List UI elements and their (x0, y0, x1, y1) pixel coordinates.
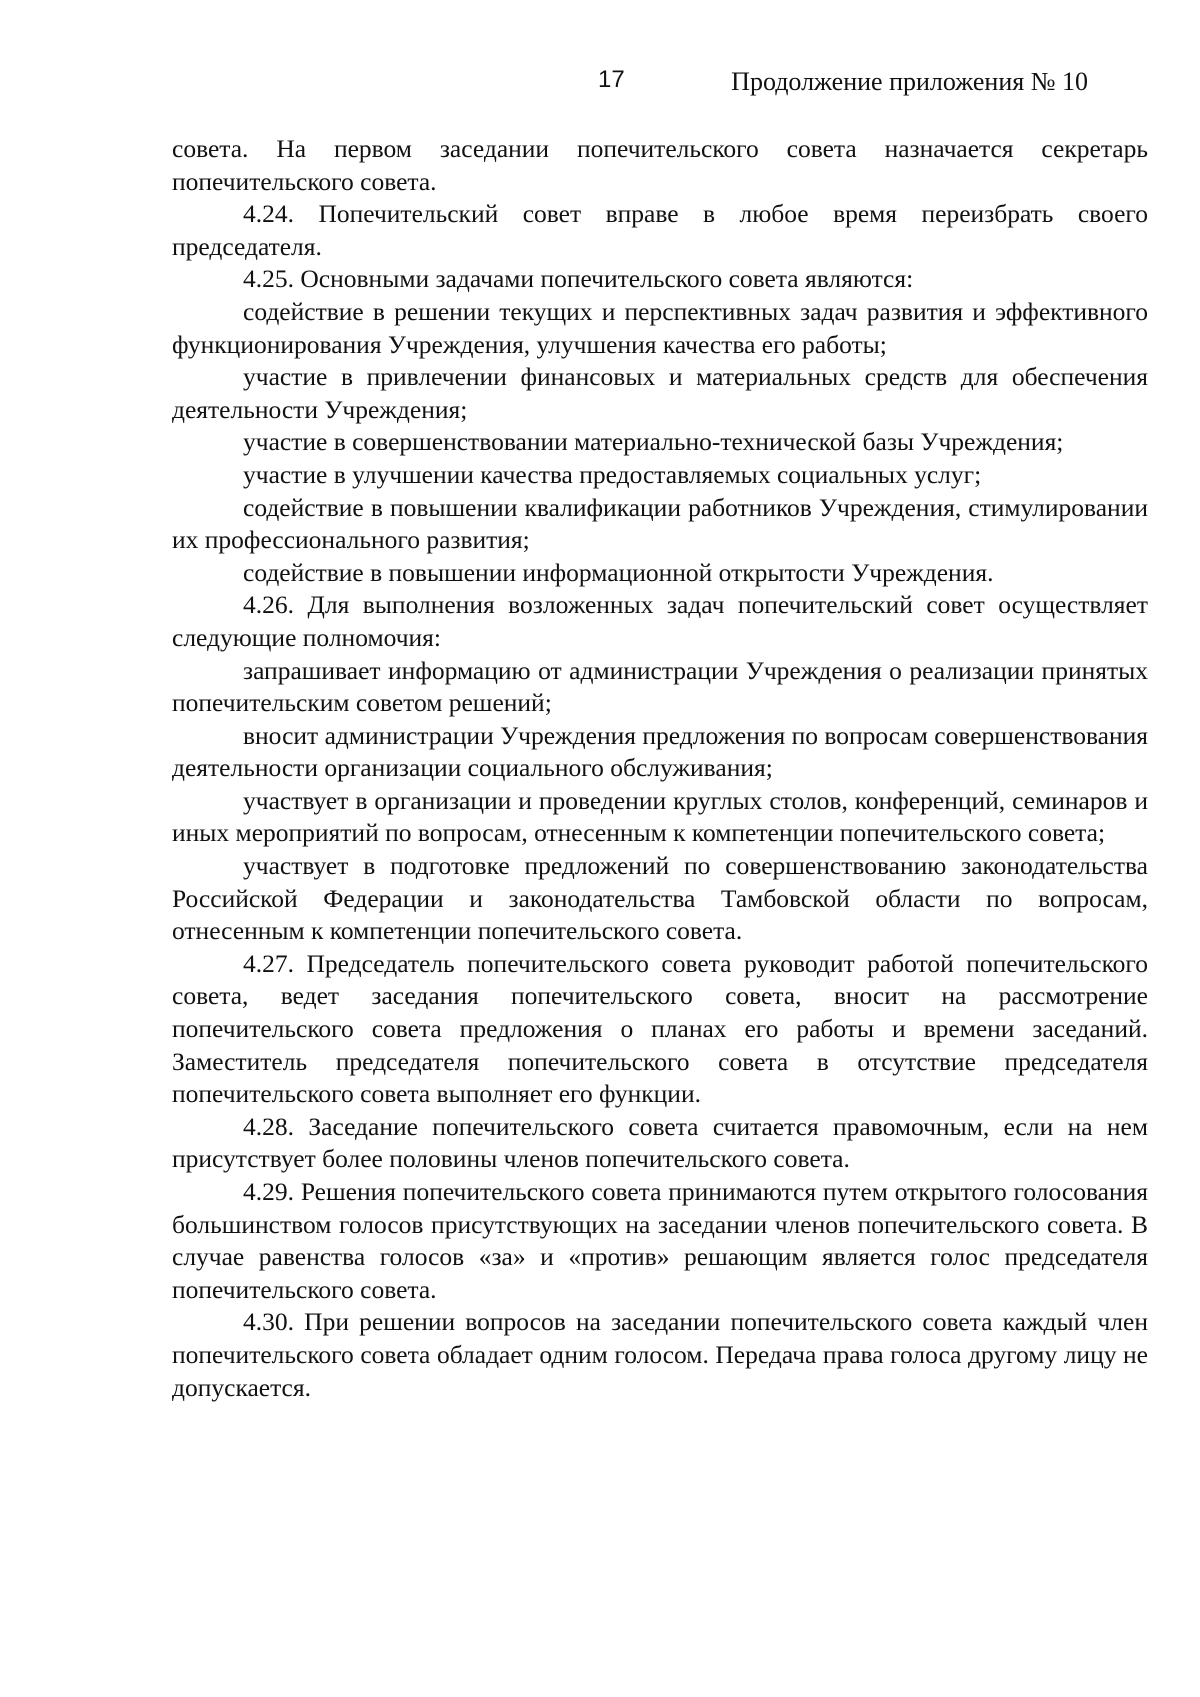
page-number: 17 (598, 66, 625, 93)
paragraph-4-24: 4.24. Попечительский совет вправе в любое время переизбрать своего председателя. (172, 199, 1148, 261)
paragraph-4-28: 4.28. Заседание попечительского совета считается правомочным, если на нем присутствует более половины членов попечительского совета. (172, 1111, 1148, 1174)
list-item-power-4: участвует в подготовке предложений по совершенствованию законодательства Российской Федерации и законодательства Тамбовской области по вопросам, отнесенным к компетенции попечительского совета. (172, 851, 1148, 946)
list-item-task-3: участие в совершенствовании материально-технической базы Учреждения; (243, 427, 1064, 457)
paragraph-4-25: 4.25. Основными задачами попечительского совета являются: (243, 264, 914, 294)
list-item-power-3: участвует в организации и проведении круглых столов, конференций, семинаров и иных мероприятий по вопросам, отнесенным к компетенции попечительского совета; (172, 785, 1148, 848)
paragraph-4-30: 4.30. При решении вопросов на заседании попечительского совета каждый член попечительского совета обладает одним голосом. Передача права голоса другому лицу не допускается. (172, 1307, 1148, 1402)
list-item-power-1: запрашивает информацию от администрации Учреждения о реализации принятых попечительским советом решений; (172, 655, 1148, 718)
paragraph-4-26: 4.26. Для выполнения возложенных задач попечительский совет осуществляет следующие полномочия: (172, 590, 1148, 652)
list-item-task-4: участие в улучшении качества предоставляемых социальных услуг; (243, 459, 982, 489)
list-item-power-2: вносит администрации Учреждения предложения по вопросам совершенствования деятельности организации социального обслуживания; (172, 720, 1148, 783)
document-body (172, 133, 1148, 1404)
list-item-task-5: содействие в повышении квалификации работников Учреждения, стимулировании их профессионального развития; (172, 492, 1148, 555)
appendix-continuation-label: Продолжение приложения № 10 (731, 67, 1088, 96)
paragraph-4-27: 4.27. Председатель попечительского совета руководит работой попечительского совета, ведет заседания попечительского совета, вносит на рассмотрение попечительского совета предложения о планах его работы и времени заседаний. Заместитель председателя попечительского совета в отсутствие председателя попечительского совета выполняет его функции. (172, 948, 1148, 1109)
list-item-task-6: содействие в повышении информационной открытости Учреждения. (243, 557, 994, 587)
paragraph-4-29: 4.29. Решения попечительского совета принимаются путем открытого голосования большинством голосов присутствующих на заседании членов попечительского совета. В случае равенства голосов «за» и «против» решающим является голос председателя попечительского совета. (172, 1177, 1148, 1304)
paragraph-continuation: совета. На первом заседании попечительского совета назначается секретарь попечительского совета. (172, 134, 1148, 196)
list-item-task-1: содействие в решении текущих и перспективных задач развития и эффективного функционирования Учреждения, улучшения качества его работы; (172, 296, 1148, 359)
list-item-task-2: участие в привлечении финансовых и материальных средств для обеспечения деятельности Учреждения; (172, 362, 1148, 424)
